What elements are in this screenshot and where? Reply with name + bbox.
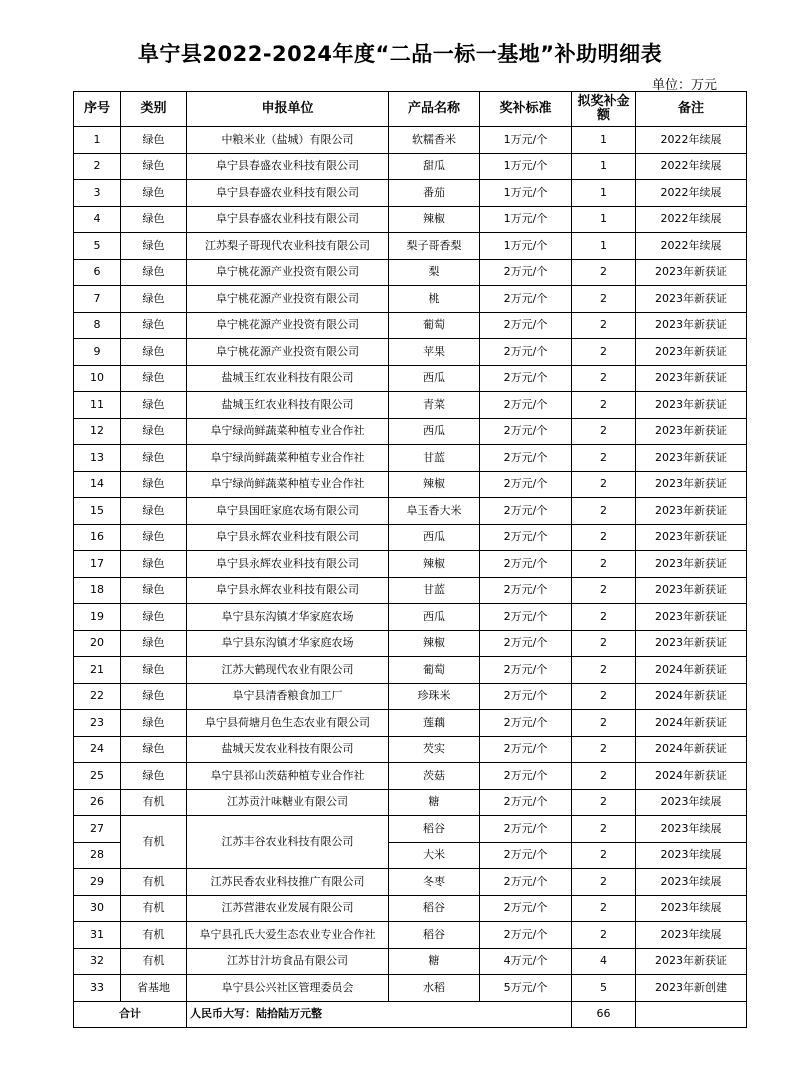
amount-cell: 2 [572,259,636,286]
remark-cell: 2023年续展 [636,816,747,843]
category-cell: 省基地 [121,975,187,1002]
table-row [74,365,747,392]
amount-cell: 1 [572,233,636,260]
category-cell: 有机 [121,922,187,949]
amount-cell: 2 [572,657,636,684]
product-cell: 西瓜 [389,365,480,392]
table-row [74,763,747,790]
product-cell: 辣椒 [389,551,480,578]
company-cell: 中粮米业（盐城）有限公司 [187,127,389,154]
table-row [74,312,747,339]
product-cell: 西瓜 [389,524,480,551]
table-row [74,180,747,207]
amount-cell: 4 [572,948,636,975]
table-row [74,153,747,180]
remark-cell: 2023年新获证 [636,604,747,631]
standard-cell: 2万元/个 [480,736,572,763]
remark-cell: 2022年续展 [636,180,747,207]
category-cell: 绿色 [121,445,187,472]
total-row [74,1001,747,1028]
amount-cell: 2 [572,789,636,816]
company-cell: 阜宁县国旺家庭农场有限公司 [187,498,389,525]
standard-cell: 2万元/个 [480,842,572,869]
amount-cell: 1 [572,180,636,207]
standard-cell: 2万元/个 [480,392,572,419]
category-cell: 绿色 [121,736,187,763]
column-header: 申报单位 [187,92,389,127]
column-header: 拟奖补金额 [572,92,636,127]
table-row [74,524,747,551]
standard-cell: 2万元/个 [480,763,572,790]
category-cell: 绿色 [121,524,187,551]
table-row [74,948,747,975]
amount-cell: 2 [572,736,636,763]
table-row [74,869,747,896]
row-number: 24 [74,736,121,763]
total-amount: 66 [572,1001,636,1028]
standard-cell: 1万元/个 [480,127,572,154]
standard-cell: 2万元/个 [480,312,572,339]
table-row [74,630,747,657]
product-cell: 辣椒 [389,206,480,233]
table-row [74,657,747,684]
standard-cell: 2万元/个 [480,816,572,843]
standard-cell: 5万元/个 [480,975,572,1002]
row-number: 18 [74,577,121,604]
company-cell: 阜宁县东沟镇才华家庭农场 [187,604,389,631]
company-cell: 阜宁县祁山茨菇种植专业合作社 [187,763,389,790]
standard-cell: 2万元/个 [480,683,572,710]
total-label: 合计 [74,1001,187,1028]
product-cell: 桃 [389,286,480,313]
company-cell: 阜宁绿尚鲜蔬菜种植专业合作社 [187,445,389,472]
row-number: 8 [74,312,121,339]
company-cell: 阜宁县春盛农业科技有限公司 [187,180,389,207]
category-cell: 有机 [121,789,187,816]
category-cell: 绿色 [121,577,187,604]
standard-cell: 1万元/个 [480,233,572,260]
category-cell: 绿色 [121,206,187,233]
table-row [74,418,747,445]
remark-cell: 2023年续展 [636,922,747,949]
category-cell: 绿色 [121,312,187,339]
row-number: 32 [74,948,121,975]
category-cell: 绿色 [121,657,187,684]
table-row [74,206,747,233]
amount-cell: 2 [572,763,636,790]
row-number: 9 [74,339,121,366]
standard-cell: 2万元/个 [480,895,572,922]
company-cell: 阜宁县清香粮食加工厂 [187,683,389,710]
product-cell: 甘蓝 [389,445,480,472]
product-cell: 珍珠米 [389,683,480,710]
product-cell: 梨子哥香梨 [389,233,480,260]
amount-cell: 2 [572,710,636,737]
table-body [74,127,747,1028]
category-cell: 绿色 [121,233,187,260]
table-row [74,922,747,949]
amount-cell: 1 [572,127,636,154]
remark-cell: 2023年新获证 [636,577,747,604]
standard-cell: 2万元/个 [480,498,572,525]
row-number: 21 [74,657,121,684]
row-number: 23 [74,710,121,737]
remark-cell: 2024年新获证 [636,657,747,684]
standard-cell: 2万元/个 [480,869,572,896]
product-cell: 梨 [389,259,480,286]
category-cell: 绿色 [121,365,187,392]
amount-cell: 2 [572,498,636,525]
amount-cell: 1 [572,153,636,180]
product-cell: 苹果 [389,339,480,366]
remark-cell: 2023年新获证 [636,551,747,578]
amount-cell: 2 [572,524,636,551]
standard-cell: 1万元/个 [480,153,572,180]
remark-cell: 2023年新获证 [636,418,747,445]
row-number: 14 [74,471,121,498]
category-cell: 绿色 [121,683,187,710]
table-row [74,259,747,286]
product-cell: 辣椒 [389,471,480,498]
row-number: 29 [74,869,121,896]
company-cell: 盐城玉红农业科技有限公司 [187,365,389,392]
total-amount-words: 人民币大写：陆拾陆万元整 [187,1001,572,1028]
remark-cell: 2023年新获证 [636,948,747,975]
amount-cell: 2 [572,471,636,498]
product-cell: 水稻 [389,975,480,1002]
remark-cell: 2023年新获证 [636,259,747,286]
product-cell: 稻谷 [389,922,480,949]
standard-cell: 2万元/个 [480,286,572,313]
company-cell: 江苏民香农业科技推广有限公司 [187,869,389,896]
category-cell: 绿色 [121,630,187,657]
amount-cell: 2 [572,842,636,869]
category-cell: 有机 [121,816,187,869]
company-cell: 江苏营港农业发展有限公司 [187,895,389,922]
category-cell: 绿色 [121,392,187,419]
standard-cell: 2万元/个 [480,445,572,472]
amount-cell: 2 [572,365,636,392]
unit-label: 单位：万元 [652,78,718,93]
remark-cell: 2023年新获证 [636,445,747,472]
company-cell: 江苏贡汁味糖业有限公司 [187,789,389,816]
product-cell: 青菜 [389,392,480,419]
table-row [74,471,747,498]
row-number: 5 [74,233,121,260]
category-cell: 绿色 [121,127,187,154]
remark-cell: 2024年新获证 [636,683,747,710]
amount-cell: 2 [572,630,636,657]
remark-cell: 2023年新获证 [636,339,747,366]
company-cell: 阜宁县荷塘月色生态农业有限公司 [187,710,389,737]
standard-cell: 2万元/个 [480,418,572,445]
row-number: 22 [74,683,121,710]
company-cell: 阜宁桃花源产业投资有限公司 [187,339,389,366]
company-cell: 阜宁县永辉农业科技有限公司 [187,551,389,578]
amount-cell: 2 [572,922,636,949]
row-number: 26 [74,789,121,816]
company-cell: 阜宁县公兴社区管理委员会 [187,975,389,1002]
category-cell: 绿色 [121,180,187,207]
company-cell: 阜宁绿尚鲜蔬菜种植专业合作社 [187,471,389,498]
row-number: 28 [74,842,121,869]
row-number: 27 [74,816,121,843]
category-cell: 绿色 [121,286,187,313]
standard-cell: 2万元/个 [480,259,572,286]
company-cell: 阜宁县春盛农业科技有限公司 [187,153,389,180]
amount-cell: 2 [572,312,636,339]
remark-cell: 2024年新获证 [636,710,747,737]
company-cell: 阜宁县永辉农业科技有限公司 [187,577,389,604]
standard-cell: 1万元/个 [480,206,572,233]
table-row [74,127,747,154]
table-row [74,683,747,710]
category-cell: 绿色 [121,259,187,286]
row-number: 11 [74,392,121,419]
amount-cell: 2 [572,816,636,843]
company-cell: 阜宁桃花源产业投资有限公司 [187,259,389,286]
remark-cell: 2023年新获证 [636,286,747,313]
standard-cell: 2万元/个 [480,577,572,604]
table-row [74,233,747,260]
product-cell: 番茄 [389,180,480,207]
product-cell: 芡实 [389,736,480,763]
row-number: 20 [74,630,121,657]
standard-cell: 2万元/个 [480,551,572,578]
standard-cell: 4万元/个 [480,948,572,975]
amount-cell: 2 [572,604,636,631]
standard-cell: 2万元/个 [480,339,572,366]
table-row [74,789,747,816]
product-cell: 糖 [389,789,480,816]
amount-cell: 2 [572,418,636,445]
standard-cell: 2万元/个 [480,630,572,657]
product-cell: 稻谷 [389,895,480,922]
amount-cell: 2 [572,392,636,419]
remark-cell: 2023年新获证 [636,524,747,551]
row-number: 17 [74,551,121,578]
category-cell: 绿色 [121,471,187,498]
category-cell: 绿色 [121,418,187,445]
category-cell: 绿色 [121,339,187,366]
category-cell: 有机 [121,948,187,975]
standard-cell: 2万元/个 [480,657,572,684]
header-row [74,92,747,127]
product-cell: 西瓜 [389,604,480,631]
company-cell: 阜宁县孔氏大爱生态农业专业合作社 [187,922,389,949]
product-cell: 阜玉香大米 [389,498,480,525]
row-number: 30 [74,895,121,922]
product-cell: 稻谷 [389,816,480,843]
row-number: 16 [74,524,121,551]
row-number: 10 [74,365,121,392]
row-number: 25 [74,763,121,790]
standard-cell: 2万元/个 [480,922,572,949]
table-row [74,975,747,1002]
amount-cell: 2 [572,577,636,604]
remark-cell: 2022年续展 [636,153,747,180]
standard-cell: 2万元/个 [480,471,572,498]
standard-cell: 1万元/个 [480,180,572,207]
category-cell: 有机 [121,869,187,896]
company-cell: 江苏甘汁坊食品有限公司 [187,948,389,975]
row-number: 15 [74,498,121,525]
row-number: 4 [74,206,121,233]
table-row [74,816,747,843]
row-number: 7 [74,286,121,313]
amount-cell: 2 [572,551,636,578]
table-row [74,286,747,313]
remark-cell: 2024年新获证 [636,763,747,790]
product-cell: 甘蓝 [389,577,480,604]
company-cell: 江苏丰谷农业科技有限公司 [187,816,389,869]
company-cell: 阜宁县春盛农业科技有限公司 [187,206,389,233]
company-cell: 阜宁县东沟镇才华家庭农场 [187,630,389,657]
remark-cell: 2023年续展 [636,869,747,896]
remark-cell: 2023年续展 [636,895,747,922]
column-header: 序号 [74,92,121,127]
amount-cell: 2 [572,445,636,472]
product-cell: 甜瓜 [389,153,480,180]
company-cell: 江苏大鹤现代农业有限公司 [187,657,389,684]
row-number: 3 [74,180,121,207]
row-number: 12 [74,418,121,445]
product-cell: 软糯香米 [389,127,480,154]
document-title: 阜宁县2022-2024年度“二品一标一基地”补助明细表 [137,42,663,66]
company-cell: 阜宁绿尚鲜蔬菜种植专业合作社 [187,418,389,445]
product-cell: 辣椒 [389,630,480,657]
remark-cell: 2024年新获证 [636,736,747,763]
table-row [74,710,747,737]
column-header: 产品名称 [389,92,480,127]
subsidy-table [73,91,747,1028]
category-cell: 绿色 [121,498,187,525]
standard-cell: 2万元/个 [480,604,572,631]
remark-cell: 2022年续展 [636,206,747,233]
remark-cell: 2023年新获证 [636,365,747,392]
company-cell: 阜宁桃花源产业投资有限公司 [187,312,389,339]
product-cell: 西瓜 [389,418,480,445]
column-header: 备注 [636,92,747,127]
row-number: 2 [74,153,121,180]
column-header: 类别 [121,92,187,127]
remark-cell: 2023年新获证 [636,630,747,657]
company-cell: 阜宁桃花源产业投资有限公司 [187,286,389,313]
company-cell: 江苏梨子哥现代农业科技有限公司 [187,233,389,260]
product-cell: 冬枣 [389,869,480,896]
product-cell: 葡萄 [389,312,480,339]
product-cell: 葡萄 [389,657,480,684]
remark-cell: 2023年续展 [636,789,747,816]
amount-cell: 2 [572,339,636,366]
remark-cell: 2023年新获证 [636,392,747,419]
remark-cell: 2023年新创建 [636,975,747,1002]
standard-cell: 2万元/个 [480,365,572,392]
company-cell: 盐城玉红农业科技有限公司 [187,392,389,419]
amount-cell: 2 [572,683,636,710]
amount-cell: 1 [572,206,636,233]
category-cell: 有机 [121,895,187,922]
remark-cell: 2022年续展 [636,127,747,154]
standard-cell: 2万元/个 [480,524,572,551]
amount-cell: 2 [572,869,636,896]
category-cell: 绿色 [121,153,187,180]
table-row [74,445,747,472]
category-cell: 绿色 [121,710,187,737]
table-row [74,895,747,922]
table-row [74,392,747,419]
company-cell: 阜宁县永辉农业科技有限公司 [187,524,389,551]
category-cell: 绿色 [121,604,187,631]
product-cell: 大米 [389,842,480,869]
company-cell: 盐城天发农业科技有限公司 [187,736,389,763]
remark-cell: 2023年新获证 [636,471,747,498]
table-row [74,551,747,578]
table-row [74,339,747,366]
product-cell: 糖 [389,948,480,975]
row-number: 31 [74,922,121,949]
row-number: 1 [74,127,121,154]
category-cell: 绿色 [121,763,187,790]
total-remark [636,1001,747,1028]
product-cell: 茨菇 [389,763,480,790]
amount-cell: 2 [572,286,636,313]
column-header: 奖补标准 [480,92,572,127]
standard-cell: 2万元/个 [480,710,572,737]
standard-cell: 2万元/个 [480,789,572,816]
category-cell: 绿色 [121,551,187,578]
remark-cell: 2023年续展 [636,842,747,869]
table-row [74,498,747,525]
row-number: 6 [74,259,121,286]
table-row [74,604,747,631]
row-number: 19 [74,604,121,631]
remark-cell: 2023年新获证 [636,312,747,339]
remark-cell: 2023年新获证 [636,498,747,525]
amount-cell: 2 [572,895,636,922]
row-number: 33 [74,975,121,1002]
table-row [74,736,747,763]
remark-cell: 2022年续展 [636,233,747,260]
product-cell: 莲藕 [389,710,480,737]
row-number: 13 [74,445,121,472]
table-row [74,577,747,604]
amount-cell: 5 [572,975,636,1002]
